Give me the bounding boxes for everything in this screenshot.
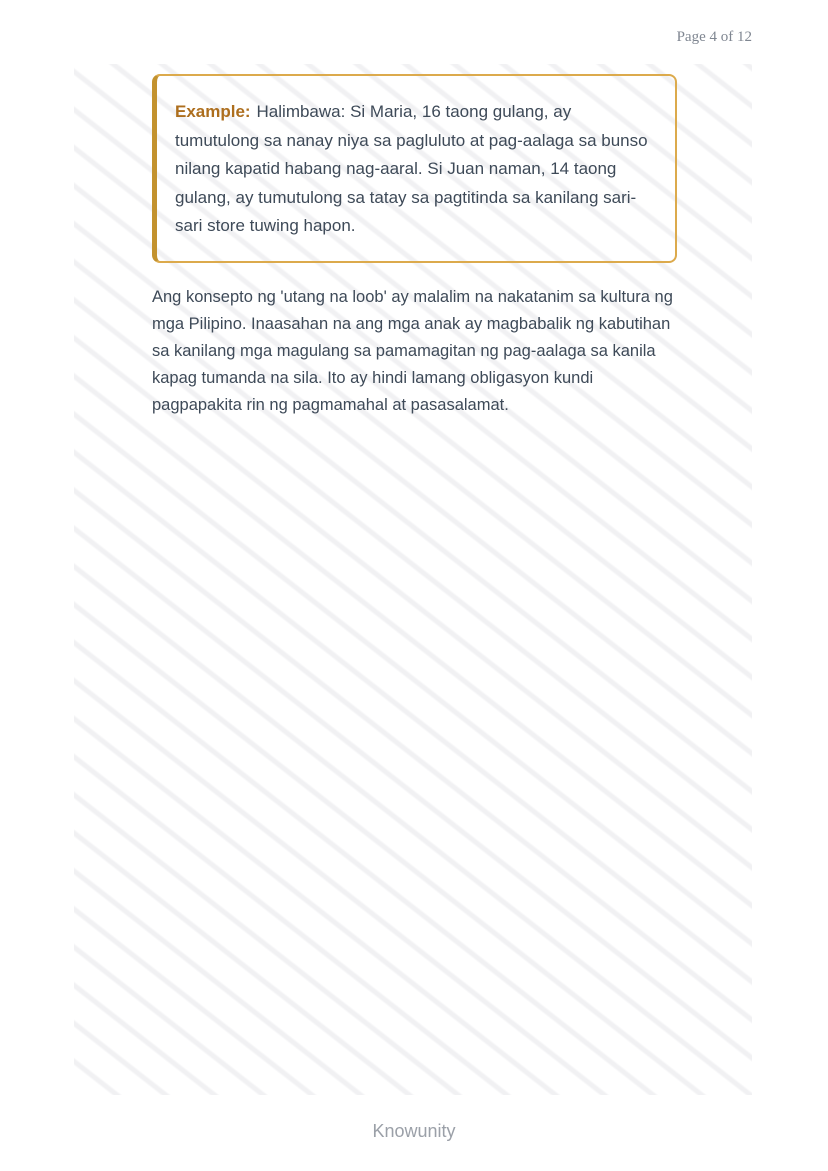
- footer-brand: Knowunity: [372, 1121, 456, 1141]
- example-box: [152, 74, 677, 263]
- example-text: Halimbawa: Si Maria, 16 taong gulang, ay tumutulong sa nanay niya sa pagluluto at pag-aalaga sa bunso nilang kapatid habang nag-aaral. Si Juan naman, 14 taong gulang, ay tumutulong sa tatay sa pagtitinda sa kanilang sari-sari store tuwing hapon.: [175, 102, 648, 235]
- body-paragraph: Ang konsepto ng 'utang na loob' ay malalim na nakatanim sa kultura ng mga Pilipino. Inaasahan na ang mga anak ay magbabalik ng kabutihan sa kanilang mga magulang sa pamamagitan ng pag-aalaga sa kanila kapag tumanda na sila. Ito ay hindi lamang obligasyon kundi pagpapakita rin ng pagmamahal at pasasalamat.: [152, 288, 673, 414]
- content-card: [74, 64, 752, 1095]
- page-indicator: Page 4 of 12: [676, 29, 752, 45]
- example-label: Example:: [175, 102, 251, 121]
- footer: [0, 1121, 828, 1142]
